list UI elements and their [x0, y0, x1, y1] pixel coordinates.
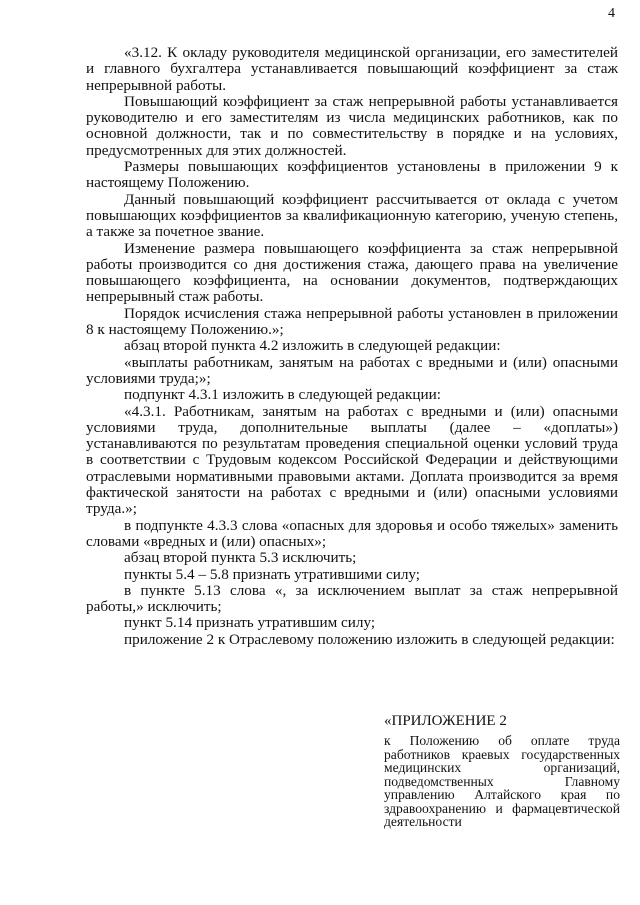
paragraph: в пункте 5.13 слова «, за исключением выплат за стаж непрерывной работы,» исключить;	[86, 581, 618, 616]
paragraph: Повышающий коэффициент за стаж непрерывной работы устанавливается руководителю и его заместителям из числа медицинских работников, как по основной должности, так и по совместительству в порядке и на условиях, предусмотренных для этих должностей.	[86, 92, 618, 159]
paragraph: «3.12. К окладу руководителя медицинской организации, его заместителей и главного бухгалтера устанавливается повышающий коэффициент за стаж непрерывной работы.	[86, 44, 618, 94]
paragraph: «4.3.1. Работникам, занятым на работах с вредными и (или) опасными условиями труда, дополнительные выплаты (далее – «доплаты») устанавливаются по результатам проведения специальной оценки условий труда в соответствии с Трудовым кодексом Российской Федерации и действующими отраслевыми нормативными правовыми актами. Доплата производится за время фактической занятости на работах с вредными и (или) опасными условиями труда.»;	[86, 402, 618, 518]
paragraph: «выплаты работникам, занятым на работах с вредными и (или) опасными условиями труда;»;	[86, 353, 618, 387]
paragraph: приложение 2 к Отраслевому положению изложить в следующей редакции:	[124, 630, 615, 648]
paragraph: Размеры повышающих коэффициентов установлены в приложении 9 к настоящему Положению.	[86, 158, 618, 192]
page-number: 4	[608, 6, 615, 21]
paragraph: Порядок исчисления стажа непрерывной работы установлен в приложении 8 к настоящему Положению.»;	[86, 304, 618, 339]
paragraph: абзац второй пункта 5.3 исключить;	[124, 549, 357, 567]
paragraph: в подпункте 4.3.3 слова «опасных для здоровья и особо тяжелых» заменить словами «вредных и (или) опасных»;	[86, 516, 618, 550]
paragraph: абзац второй пункта 4.2 изложить в следующей редакции:	[124, 337, 501, 355]
paragraph: Данный повышающий коэффициент рассчитывается от оклада с учетом повышающих коэффициентов за квалификационную категорию, ученую степень, а также за почетное звание.	[86, 190, 618, 241]
document-body	[86, 45, 618, 648]
paragraph: подпункт 4.3.1 изложить в следующей редакции:	[124, 386, 441, 404]
appendix-title: «ПРИЛОЖЕНИЕ 2	[384, 713, 507, 729]
paragraph: пункт 5.14 признать утратившим силу;	[124, 614, 376, 632]
paragraph: пункты 5.4 – 5.8 признать утратившими силу;	[124, 565, 421, 583]
paragraph: Изменение размера повышающего коэффициента за стаж непрерывной работы производится со дня достижения стажа, дающего права на увеличение повышающего коэффициента, на основании документов, подтверждающих непрерывный стаж работы.	[86, 239, 618, 306]
appendix-description: к Положению об оплате труда работников краевых государственных медицинских организаций, подведомственных Главному управлению Алтайского края по здравоохранению и фармацевтической деятельности	[384, 733, 620, 829]
appendix-header	[384, 712, 620, 829]
